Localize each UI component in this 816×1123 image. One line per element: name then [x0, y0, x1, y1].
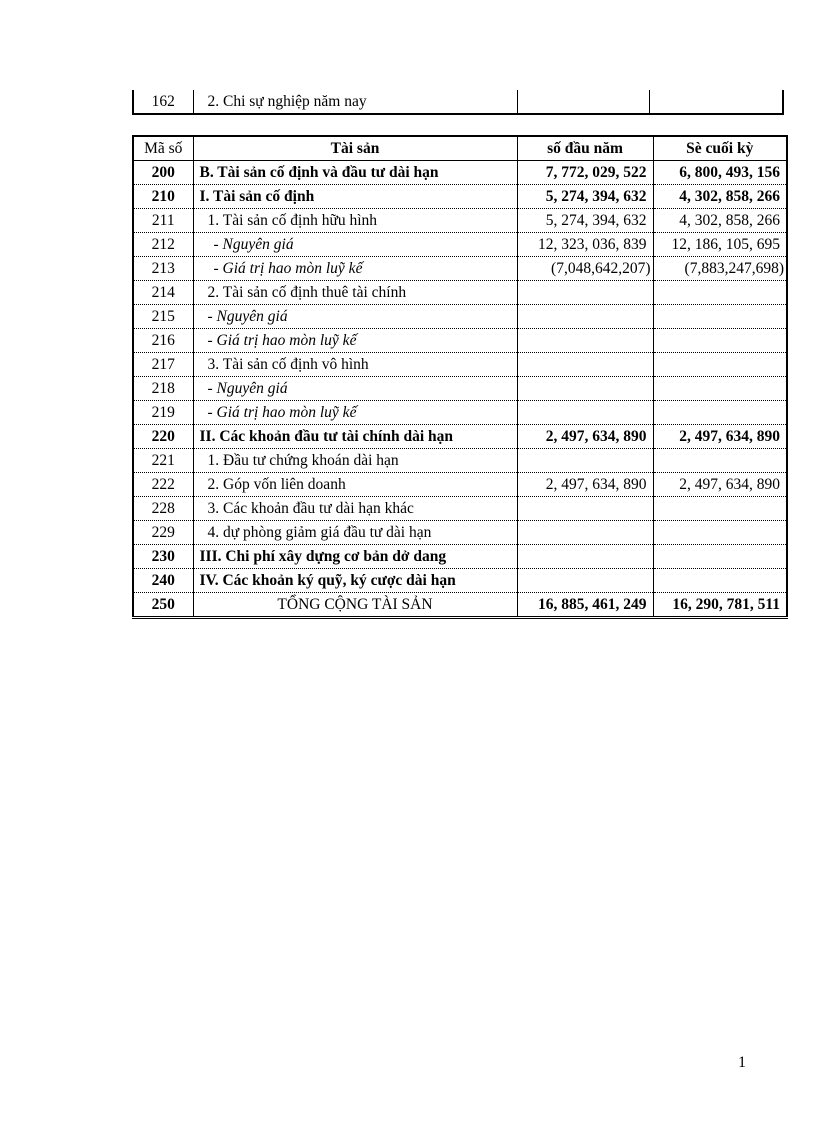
row-start-value	[517, 281, 653, 305]
header-code: Mã số	[133, 136, 193, 161]
row-start-value: (7,048,642,207)	[517, 257, 653, 281]
row-start-value: 2, 497, 634, 890	[517, 425, 653, 449]
row-end-value	[653, 569, 787, 593]
row-start-value	[517, 377, 653, 401]
row-start-value	[517, 497, 653, 521]
row-start-value: 16, 885, 461, 249	[517, 593, 653, 618]
row-end-value: 6, 800, 493, 156	[653, 161, 787, 185]
row-name: 1. Đầu tư chứng khoán dài hạn	[193, 449, 517, 473]
row-name	[193, 233, 517, 257]
row-start-value: 7, 772, 029, 522	[517, 161, 653, 185]
header-name: Tài sản	[193, 136, 517, 161]
row-name-text: - Giá trị hao mòn luỹ kế	[207, 404, 357, 421]
row-code: 228	[133, 497, 193, 521]
row-end-value: (7,883,247,698)	[653, 257, 787, 281]
row-name: III. Chi phí xây dựng cơ bản dở dang	[193, 545, 517, 569]
row-code: 162	[133, 90, 193, 114]
row-end-value	[653, 497, 787, 521]
table-total-row	[133, 593, 787, 618]
row-end-value	[653, 449, 787, 473]
table-row	[133, 497, 787, 521]
row-start-value	[517, 329, 653, 353]
table-row	[133, 425, 787, 449]
row-name-text: - Nguyên giá	[207, 380, 288, 397]
row-code: 212	[133, 233, 193, 257]
table-row	[133, 257, 787, 281]
row-code: 214	[133, 281, 193, 305]
table-row	[133, 569, 787, 593]
row-start-value	[517, 353, 653, 377]
row-code: 240	[133, 569, 193, 593]
row-code: 218	[133, 377, 193, 401]
row-name: 3. Tài sản cố định vô hình	[193, 353, 517, 377]
row-start-value: 12, 323, 036, 839	[517, 233, 653, 257]
row-name: IV. Các khoản ký quỹ, ký cược dài hạn	[193, 569, 517, 593]
table-row	[133, 209, 787, 233]
table-row	[133, 473, 787, 497]
row-end-value	[653, 545, 787, 569]
row-name-text: - Giá trị hao mòn luỹ kế	[207, 332, 357, 349]
row-name: 4. dự phòng giảm giá đầu tư dài hạn	[193, 521, 517, 545]
table-row	[133, 521, 787, 545]
row-start-value	[517, 545, 653, 569]
row-name	[193, 329, 517, 353]
table-row	[133, 305, 787, 329]
asset-table	[132, 135, 788, 619]
row-name: B. Tài sản cố định và đầu tư dài hạn	[193, 161, 517, 185]
row-start-value	[517, 305, 653, 329]
row-name	[193, 377, 517, 401]
row-code: 250	[133, 593, 193, 618]
row-name-text: - Nguyên giá	[213, 236, 294, 253]
row-end-value	[653, 377, 787, 401]
row-name: 2. Tài sản cố định thuê tài chính	[193, 281, 517, 305]
page-number: 1	[738, 1054, 746, 1071]
row-name: II. Các khoản đầu tư tài chính dài hạn	[193, 425, 517, 449]
table-row	[133, 449, 787, 473]
table-row	[133, 185, 787, 209]
row-end-value	[653, 281, 787, 305]
table-row	[133, 281, 787, 305]
row-code: 216	[133, 329, 193, 353]
row-name: I. Tài sản cố định	[193, 185, 517, 209]
row-name: 1. Tài sản cố định hữu hình	[193, 209, 517, 233]
row-end-value	[653, 329, 787, 353]
table-row	[133, 545, 787, 569]
row-code: 230	[133, 545, 193, 569]
row-end-value: 12, 186, 105, 695	[653, 233, 787, 257]
previous-table-fragment	[132, 90, 784, 115]
table-row	[133, 329, 787, 353]
row-start-value	[517, 569, 653, 593]
row-start-value	[517, 401, 653, 425]
table-row	[133, 161, 787, 185]
row-code: 220	[133, 425, 193, 449]
row-end-value: 4, 302, 858, 266	[653, 209, 787, 233]
row-code: 221	[133, 449, 193, 473]
row-end-value: 2, 497, 634, 890	[653, 473, 787, 497]
table-row	[133, 377, 787, 401]
header-start: số đầu năm	[517, 136, 653, 161]
row-name	[193, 401, 517, 425]
row-end-value	[653, 401, 787, 425]
row-end-value	[653, 305, 787, 329]
row-end-value: 2, 497, 634, 890	[653, 425, 787, 449]
row-start-value: 5, 274, 394, 632	[517, 209, 653, 233]
row-code: 210	[133, 185, 193, 209]
table-row	[133, 401, 787, 425]
row-code: 219	[133, 401, 193, 425]
table-row	[133, 353, 787, 377]
row-code: 229	[133, 521, 193, 545]
row-code: 200	[133, 161, 193, 185]
table-header-row	[133, 136, 787, 161]
row-name	[193, 305, 517, 329]
row-end-value	[653, 353, 787, 377]
row-name: 2. Góp vốn liên doanh	[193, 473, 517, 497]
row-code: 211	[133, 209, 193, 233]
row-code: 215	[133, 305, 193, 329]
row-start-value	[517, 449, 653, 473]
row-name: 3. Các khoản đầu tư dài hạn khác	[193, 497, 517, 521]
row-start-value	[517, 90, 649, 114]
table-row	[133, 233, 787, 257]
row-start-value: 5, 274, 394, 632	[517, 185, 653, 209]
row-name: TỔNG CỘNG TÀI SẢN	[193, 593, 517, 618]
row-end-value: 16, 290, 781, 511	[653, 593, 787, 618]
row-code: 213	[133, 257, 193, 281]
row-end-value	[649, 90, 783, 114]
row-start-value: 2, 497, 634, 890	[517, 473, 653, 497]
row-start-value	[517, 521, 653, 545]
table-row	[133, 90, 783, 114]
row-end-value	[653, 521, 787, 545]
header-end: Sè cuối kỳ	[653, 136, 787, 161]
row-code: 217	[133, 353, 193, 377]
row-end-value: 4, 302, 858, 266	[653, 185, 787, 209]
row-name-text: - Giá trị hao mòn luỹ kế	[213, 260, 363, 277]
row-name	[193, 257, 517, 281]
row-name: 2. Chi sự nghiệp năm nay	[193, 90, 517, 114]
row-code: 222	[133, 473, 193, 497]
row-name-text: - Nguyên giá	[207, 308, 288, 325]
